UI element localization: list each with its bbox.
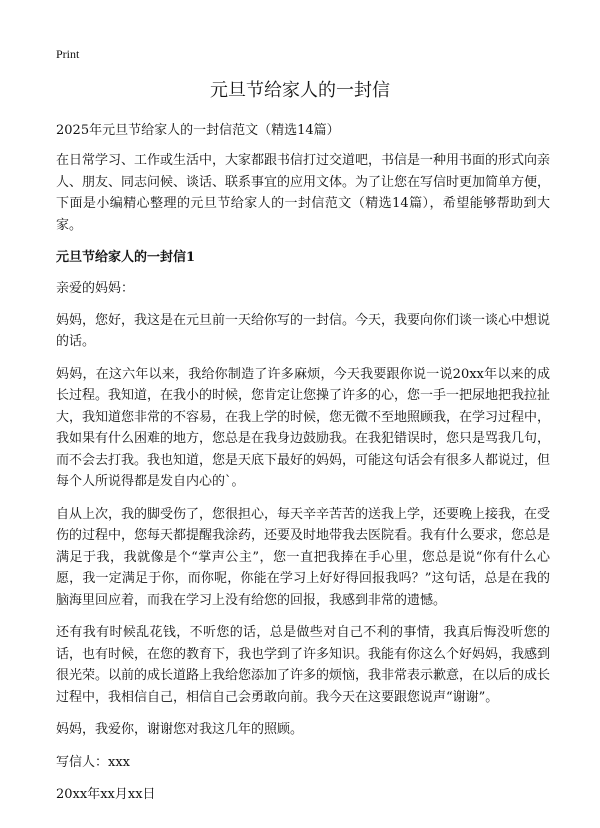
letter-paragraph: 妈妈，您好，我这是在元旦前一天给你写的一封信。今天，我要向你们谈一谈心中想说的话。 (56, 312, 551, 349)
document-body (56, 150, 550, 817)
intro-paragraph: 在日常学习、工作或生活中，大家都跟书信打过交道吧，书信是一种用书面的形式向亲人、朋友、同志问候、谈话、联系事宜的应用文体。为了让您在写信时更加简单方便，下面是小编精心整理的元旦节给家人的一封信范文（精选14篇），希望能够帮助到大家。 (56, 153, 551, 233)
section-heading: 元旦节给家人的一封信1 (56, 250, 196, 265)
signature: 写信人：xxx (56, 754, 130, 770)
letter-date: 20xx年xx月xx日 (56, 787, 156, 802)
letter-paragraph: 妈妈，在这六年以来，我给你制造了许多麻烦，今天我要跟你说一说20xx年以来的成长过程。我知道，在我小的时候，您肯定让您操了许多的心，您一手一把尿地把我拉扯大，我知道您非常的不容易，在我上学的时候，您无微不至地照顾我，在学习过程中，我如果有什么困难的地方，您总是在我身边鼓励我。在我犯错误时，您只是骂我几句，而不会去打我。我也知道，您是天底下最好的妈妈，可能这句话会有很多人都说过，但每个人所说得都是发自内心的`。 (56, 366, 551, 489)
print-link[interactable]: Print (56, 47, 80, 61)
letter-paragraph: 还有我有时候乱花钱，不听您的话，总是做些对自己不利的事情，我真后悔没听您的话，也有时候，在您的教育下，我也学到了许多知识。我能有你这么个好妈妈，我感到很光荣。以前的成长道路上我给您添加了许多的烦恼，我非常表示歉意，在以后的成长过程中，我相信自己，相信自己会勇敢向前。我今天在这要跟您说声“谢谢”。 (56, 625, 551, 705)
salutation: 亲爱的妈妈： (56, 281, 135, 296)
page-title: 元旦节给家人的一封信 (210, 80, 390, 101)
document-subtitle: 2025年元旦节给家人的一封信范文（精选14篇） (56, 123, 340, 138)
letter-paragraph: 自从上次，我的脚受伤了，您很担心，每天辛辛苦苦的送我上学，还要晚上接我，在受伤的过程中，您每天都提醒我涂药，还要及时地带我去医院看。我有什么要求，您总是满足于我，我就像是个“掌声公主”，您一直把我捧在手心里，您总是说“你有什么心愿，我一定满足于你，而你呢，你能在学习上好好得回报我吗？”这句话，总是在我的脑海里回应着，而我在学习上没有给您的回报，我感到非常的遗憾。 (56, 506, 551, 608)
closing-paragraph: 妈妈，我爱你，谢谢您对我这几年的照顾。 (56, 722, 304, 737)
